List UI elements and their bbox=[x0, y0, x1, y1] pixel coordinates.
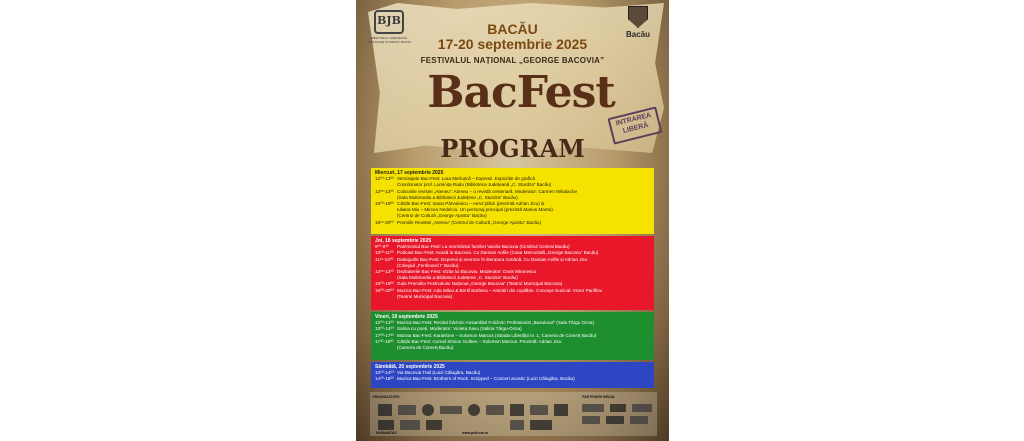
event-row bbox=[375, 376, 650, 382]
media-partners-label: PARTENERI MEDIA: bbox=[582, 395, 616, 399]
sponsor-logo bbox=[554, 404, 568, 416]
event-time: 12⁰⁰-13⁰⁰ bbox=[375, 176, 395, 182]
day-title: Sâmbătă, 20 septembrie 2025 bbox=[375, 364, 445, 370]
event-description: Iuliana Miu – Mircea Nedelciu. Un personaj principal (prezintă Marius Manta) bbox=[397, 207, 553, 213]
event-description: Coordonator prof. Luminița Radu (Biblioteca Județeană „C. Sturdza” Bacău) bbox=[397, 182, 552, 188]
event-description: Muzica Bac-Fest: Ada Milea & Bertil Barbera – Amintiri din copilărie. Concept muzical: Victor Panfilov bbox=[397, 287, 602, 293]
sponsor-logo bbox=[630, 416, 648, 424]
event-description: Muzica Bac-Fest: Brothers of Rock. Scripped – Concert acustic (Luizi Călugăra, Bacău) bbox=[397, 376, 575, 382]
day-block-wednesday bbox=[371, 168, 654, 234]
event-description: Salina cu poeți. Moderator: Violeta Savu (Salina Târgu-Ocna) bbox=[397, 326, 522, 332]
event-description: Podcast Bac-Fest: Acasă la Bacovia. Cu Damian Anfile (Casa Memorială „George Bacovia” Bacău) bbox=[397, 250, 599, 256]
sponsor-logo bbox=[530, 420, 552, 430]
sponsor-logo bbox=[378, 420, 394, 430]
event-row bbox=[375, 345, 650, 351]
event-time bbox=[375, 345, 397, 351]
event-time: 19¹⁵-20⁰⁰ bbox=[375, 219, 394, 225]
sponsor-logo bbox=[400, 420, 420, 430]
sponsor-humanitas: HUMANITAS bbox=[376, 431, 397, 435]
sponsor-logo bbox=[440, 406, 462, 414]
event-time: 12¹⁵-13⁰⁰ bbox=[375, 188, 394, 194]
day-block-saturday bbox=[371, 362, 654, 388]
event-description: Patrimoniul Bac-Fest: La mormântul familiei Vasiliu-Bacovia (Cimitirul Central Bacău) bbox=[397, 244, 570, 250]
event-time: 12⁰⁰-13⁰⁰ bbox=[375, 320, 395, 326]
event-time: 12¹⁵-13⁰⁰ bbox=[375, 269, 394, 275]
event-description: (Teatrul Municipal Bacovia) bbox=[397, 293, 453, 299]
event-description: Premiile Revistei „Ateneu” (Centrul de Cultură „George Apostu” Bacău) bbox=[397, 219, 542, 225]
day-title: Joi, 18 septembrie 2025 bbox=[375, 238, 432, 244]
event-row bbox=[375, 294, 650, 300]
event-description: Via Bacovia Trail (Luizi Călugăra, Bacău) bbox=[397, 370, 481, 376]
event-time: 18⁰⁰-19⁰⁰ bbox=[375, 201, 395, 207]
event-time: 17⁰⁰-17³⁰ bbox=[375, 332, 394, 338]
event-row bbox=[375, 220, 650, 226]
event-description: Colocviile revistei „Ateneu”: Ateneu – o revistă centenară. Moderator: Carmen Mihalache bbox=[397, 188, 578, 194]
header-dates: 17-20 septembrie 2025 bbox=[437, 36, 588, 52]
event-description: (Camera de Comerț Bacău) bbox=[397, 345, 454, 351]
organizers-label: ORGANIZATORI: bbox=[372, 395, 400, 399]
sponsor-logo bbox=[422, 404, 434, 416]
event-description: (Sala Multimedia a Bibliotecii Județene „C. Sturdza” Bacău) bbox=[397, 194, 518, 200]
event-description: Marota Bac-Fest: Karaklone – Solomon Marcus (Strada Libertății nr. 1, Camera de Comerț Bacău) bbox=[397, 332, 597, 338]
event-time: 19⁰⁰-20⁰⁰ bbox=[375, 287, 395, 293]
event-time: 14⁰⁰-15⁰⁰ bbox=[375, 376, 395, 382]
sponsor-logo bbox=[632, 404, 652, 412]
event-time: 10⁰⁰-11⁰⁰ bbox=[375, 250, 394, 256]
sponsor-logo bbox=[468, 404, 480, 416]
sponsor-logo bbox=[510, 420, 524, 430]
event-description: Muzica Bac-Fest: Recital folcloric Ansamblul Folcloric Profesionist „Busuiocul” (Sala Târgu Ocna) bbox=[397, 320, 595, 326]
event-time: 11¹⁵-13⁰⁰ bbox=[375, 256, 394, 262]
event-time: 9⁰⁰-9³⁰ bbox=[375, 244, 389, 250]
festival-name: FESTIVALUL NAȚIONAL „GEORGE BACOVIA” bbox=[420, 56, 605, 65]
sponsor-logo bbox=[398, 405, 416, 415]
event-description: (Centrul de Cultură „George Apostu” Bacău) bbox=[397, 213, 487, 219]
sponsor-logo bbox=[582, 416, 600, 424]
city-logo-label: Bacău bbox=[625, 30, 650, 39]
event-description: Cărțile Bac-Fest: Ioana Pârvulescu – Aerul plăcii (prezintă Adrian Jicu) și bbox=[397, 201, 545, 207]
sponsor-logo bbox=[510, 404, 524, 416]
sponsor-logo bbox=[530, 405, 548, 415]
library-logo-text: BIBLIOTECA JUDEȚEANĂ „COSTACHE STURDZA” BACĂU bbox=[366, 36, 412, 44]
bacfest-logo: BacFest bbox=[427, 67, 615, 118]
day-block-thursday bbox=[371, 236, 654, 310]
day-title: Miercuri, 17 septembrie 2025 bbox=[375, 170, 444, 176]
header-city: BACĂU bbox=[487, 21, 538, 37]
sponsor-polirom-url: www.polirom.ro bbox=[462, 431, 489, 435]
sponsor-logo bbox=[378, 404, 392, 416]
sponsor-logo bbox=[426, 420, 442, 430]
event-description: (Sala Multimedia a Bibliotecii Județene „C. Sturdza” Bacău) bbox=[397, 275, 518, 281]
event-time: 18⁰⁰-19⁰⁰ bbox=[375, 281, 395, 287]
sponsor-logo bbox=[582, 404, 604, 412]
event-description: Cărțile Bac-Fest: Cornel Simion Golben – Solomon Marcus. Prezintă: Adrian Jicu bbox=[397, 338, 562, 344]
day-block-friday bbox=[371, 312, 654, 360]
sponsor-logo bbox=[606, 416, 624, 424]
program-title: PROGRAM bbox=[440, 134, 585, 163]
sponsors-strip bbox=[370, 392, 657, 436]
event-description: (Colegiul „Ferdinand I” Bacău) bbox=[397, 262, 459, 268]
library-logo-mark: BJB bbox=[374, 10, 404, 34]
sponsor-logo bbox=[610, 404, 626, 412]
event-description: Vernisajele Bac-Fest: Lara Merlușcă – Expresii. Expoziție de grafică bbox=[397, 176, 535, 182]
event-time: 10⁰⁰-14⁰⁰ bbox=[375, 370, 395, 376]
day-title: Vineri, 19 septembrie 2025 bbox=[375, 314, 438, 320]
event-time bbox=[375, 294, 397, 300]
event-description: Gala Premiilor Festivalului Național „George Bacovia” (Teatrul Municipal Bacovia) bbox=[397, 281, 563, 287]
free-entry-stamp: INTRAREA LIBERĂ bbox=[607, 106, 662, 144]
event-description: Dialogurile Bac-Fest: Depresii și nevroze în literatura română. Cu Damian Anfile și Adrian Jicu bbox=[397, 256, 588, 262]
event-time: 17³⁰-18³⁰ bbox=[375, 338, 394, 344]
event-description: Dezbaterile Bac-Fest: Vizita lui Bacovia. Moderator: Doris Mironescu bbox=[397, 269, 537, 275]
festival-poster bbox=[356, 0, 669, 441]
event-time: 13⁰⁰-14⁰⁰ bbox=[375, 326, 395, 332]
sponsor-logo bbox=[486, 405, 504, 415]
